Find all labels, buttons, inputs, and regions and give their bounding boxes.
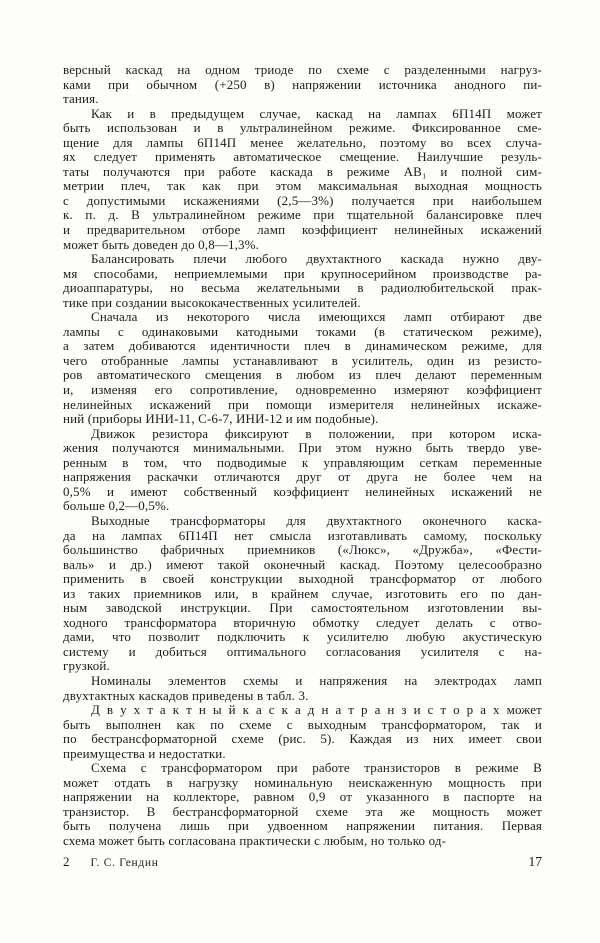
paragraph <box>63 107 542 252</box>
text-line: и предварительном отборе ламп коэффициент нелинейных искажений <box>63 222 542 238</box>
text-line: грузкой. <box>63 658 110 674</box>
text-line: может отдать в нагрузку номинальную неискаженную мощность при <box>63 774 542 790</box>
paragraph <box>63 252 542 310</box>
text-block <box>63 63 542 849</box>
text-line: ров автоматического смещения в любом из плеч делают переменным <box>63 367 542 383</box>
text-line: с допустимыми искажениями (2,5—3%) получается при наибольшем <box>63 192 542 208</box>
text-line: ходного трансформатора вторичную обмотку следует делать с отво- <box>63 614 542 630</box>
text-line: схема может быть согласована практически с любым, но только од- <box>63 832 447 848</box>
text-line: Движок резистора фиксируют в положении, при котором иска- <box>91 425 542 441</box>
page-number: 17 <box>528 854 542 869</box>
paragraph <box>63 63 542 107</box>
paragraph <box>63 761 542 848</box>
text-line: ками при обычном (+250 в) напряжении источника анодного пи- <box>63 76 542 92</box>
text-line: 0,5% и имеют собственный коэффициент нелинейных искажений не <box>63 483 542 499</box>
text-line: ний (приборы ИНИ-11, С-6-7, ИНИ-12 и им подобные). <box>63 411 379 427</box>
paragraph <box>63 703 542 761</box>
text-line: Номиналы элементов схемы и напряжения на электродах ламп <box>91 672 542 688</box>
text-line: тике при создании высококачественных усилителей. <box>63 294 361 310</box>
text-line: версный каскад на одном триоде по схеме с разделенными нагруз- <box>63 62 542 77</box>
text-line: быть использован и в ультралинейном режиме. Фиксированное сме- <box>63 120 542 136</box>
text-line: Выходные трансформаторы для двухтактного оконечного каска- <box>91 512 542 528</box>
text-line: валь» и др.) имеют такой оконечный каскад. Поэтому целесообразно <box>63 556 542 572</box>
text-line: по бестрансформаторной схеме (рис. 5). Каждая из них имеет свои <box>63 731 542 747</box>
text-line: к. п. д. В ультралинейном режиме при тщательной балансировке плеч <box>63 207 542 223</box>
text-line: напряжения раскачки отличаются друг от друга не более чем на <box>63 469 542 485</box>
page-footer <box>63 854 542 870</box>
text-line: мя способами, неприемлемыми при крупносерийном производстве ра- <box>63 265 542 281</box>
text-line: ях следует применять автоматическое смещение. Наилучшие резуль- <box>63 149 542 165</box>
text-line: большинство фабричных приемников («Люкс», «Дружба», «Фести- <box>63 542 542 558</box>
signature-number: 2 <box>63 854 70 869</box>
paragraph <box>63 427 542 514</box>
text-line: тания. <box>63 91 99 107</box>
text-line: дами, что позволит подключить к усилителю любую акустическую <box>63 629 542 645</box>
text-line: Сначала из некоторого числа имеющихся ламп отбирают две <box>91 309 542 325</box>
text-line: таты получаются при работе каскада в режиме АВ₁ и полной сим- <box>63 163 542 179</box>
text-line: диоаппаратуры, но весьма желательными в радиолюбительской прак- <box>63 280 542 296</box>
text-line: может быть доведен до 0,8—1,3%. <box>63 236 260 252</box>
text-line: чего отобранные лампы устанавливают в усилитель, один из резисто- <box>63 352 542 368</box>
paragraph <box>63 310 542 426</box>
text-line: нелинейных искажений при помощи измерителя нелинейных искаже- <box>63 396 542 412</box>
text-line: напряжении на коллекторе, равном 0,9 от указанного в паспорте на <box>63 789 542 805</box>
text-line: ренным в том, что подводимые к управляющим сеткам переменные <box>63 454 542 470</box>
text-line: Как и в предыдущем случае, каскад на лампах 6П14П может <box>91 105 542 121</box>
signature-author: Г. С. Гендин <box>90 857 159 869</box>
text-line: транзистор. В бестрансформаторной схеме эта же мощность может <box>63 803 542 819</box>
text-line: быть выполнен как по схеме с выходным трансформатором, так и <box>63 716 542 732</box>
text-line: преимущества и недостатки. <box>63 745 226 761</box>
text-line: щение для лампы 6П14П менее желательно, поэтому во всех случа- <box>63 134 542 150</box>
text-line: ным заводской инструкции. При самостоятельном изготовлении вы- <box>63 600 542 616</box>
text-line: метрии плеч, так как при этом максимальная выходная мощность <box>63 178 542 194</box>
text-line: Схема с трансформатором при работе транзисторов в режиме В <box>91 760 542 776</box>
text-line: жения получаются минимальными. При этом нужно быть твердо уве- <box>63 440 542 456</box>
text-line: да на лампах 6П14П нет смысла изготавливать самому, поскольку <box>63 527 542 543</box>
text-line: систему и добиться оптимального согласования усилителя с на- <box>63 643 542 659</box>
text-line: больше 0,2—0,5%. <box>63 498 170 514</box>
text-line: Д в у х т а к т н ы й к а с к а д н а т р а н з и с т о р а х может <box>91 702 542 718</box>
text-line: из таких приемников или, в крайнем случае, изготовить его по дан- <box>63 585 542 601</box>
text-line: Балансировать плечи любого двухтактного каскада нужно дву- <box>91 251 542 267</box>
text-line: лампы с одинаковыми катодными токами (в статическом режиме), <box>63 323 542 339</box>
text-line: и, изменяя его сопротивление, одновременно измеряют коэффициент <box>63 382 542 398</box>
text-line: быть получена лишь при удвоенном напряжении питания. Первая <box>63 818 542 834</box>
paragraph <box>63 514 542 674</box>
text-line: а затем добиваются идентичности плеч в динамическом режиме, для <box>63 338 542 354</box>
text-line: применить в своей конструкции выходной трансформатор от любого <box>63 571 542 587</box>
text-line: двухтактных каскадов приведены в табл. 3. <box>63 687 309 703</box>
paragraph <box>63 674 542 703</box>
